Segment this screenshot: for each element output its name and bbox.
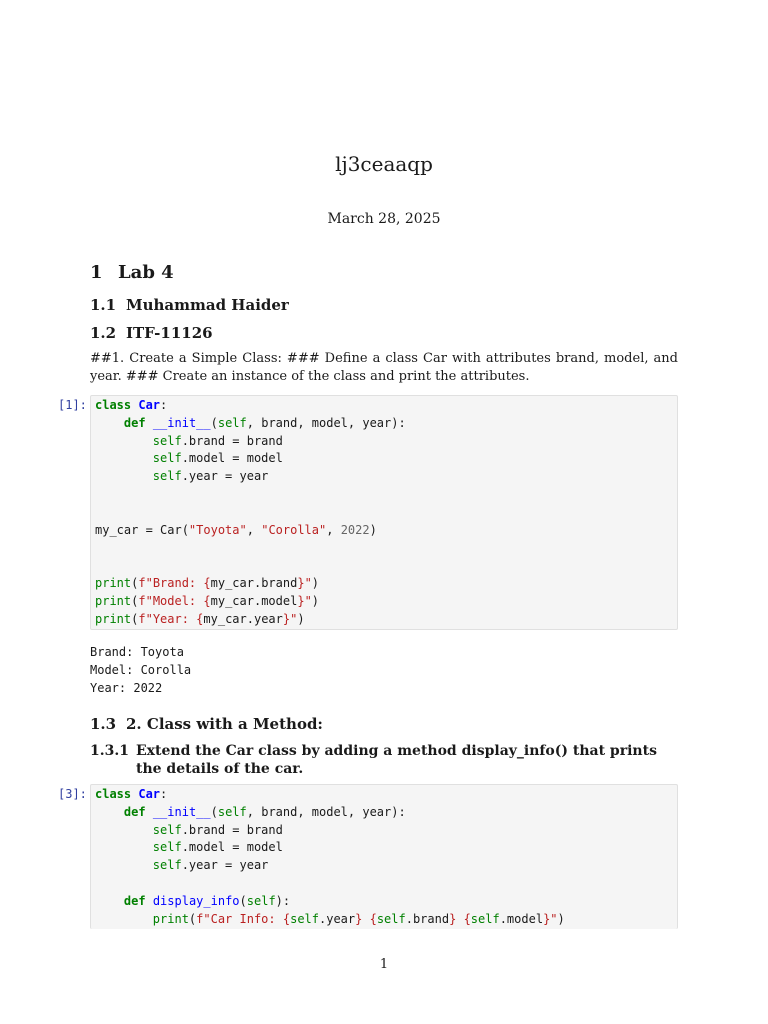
- subsection-number: 1.3: [90, 715, 117, 733]
- subsection-title: Muhammad Haider: [126, 296, 289, 314]
- cell-prompt: [1]:: [58, 398, 87, 412]
- subsubsection-number: 1.3.1: [90, 743, 129, 759]
- document-title: lj3ceaaqp: [335, 152, 433, 176]
- code-cell[interactable]: [90, 784, 678, 929]
- subsection-title: ITF-11126: [126, 324, 213, 342]
- section-heading-lab: [90, 262, 174, 283]
- subsection-title: 2. Class with a Method:: [126, 715, 323, 733]
- code-block: class Car: def __init__(self, brand, model, year): self.brand = brand self.model = model self.year = year my_car = Car("Toyota", "Corolla", 2022) print(f"Brand: {my_car.brand}") print(f"Model: {my_car.model}") print(f"Year: {my_car.year}"): [95, 398, 406, 626]
- subsection-heading-id: [90, 324, 213, 342]
- subsection-number: 1.1: [90, 296, 117, 314]
- code-block: class Car: def __init__(self, brand, model, year): self.brand = brand self.model = model self.year = year def display_info(self): print(f"Car Info: {self.year} {self.brand} {self.model}"): [95, 787, 565, 926]
- cell-output: [90, 643, 191, 697]
- page-number: 1: [379, 957, 389, 972]
- section-title: Lab 4: [118, 262, 174, 283]
- section-number: 1: [90, 262, 103, 283]
- code-cell[interactable]: [90, 395, 678, 630]
- output-text: Brand: Toyota Model: Corolla Year: 2022: [90, 645, 192, 695]
- subsection-number: 1.2: [90, 324, 117, 342]
- subsection-heading-method: [90, 715, 323, 733]
- intro-paragraph: ##1. Create a Simple Class: ### Define a class Car with attributes brand, model, and year. ### Create an instance of the class and print the attributes.: [90, 351, 678, 384]
- subsubsection-heading-display-info: [90, 742, 680, 778]
- document-date: March 28, 2025: [327, 211, 441, 227]
- cell-prompt: [3]:: [58, 787, 87, 801]
- subsubsection-title: Extend the Car class by adding a method display_info() that prints the details of the car.: [136, 743, 657, 777]
- subsection-heading-author: [90, 296, 289, 314]
